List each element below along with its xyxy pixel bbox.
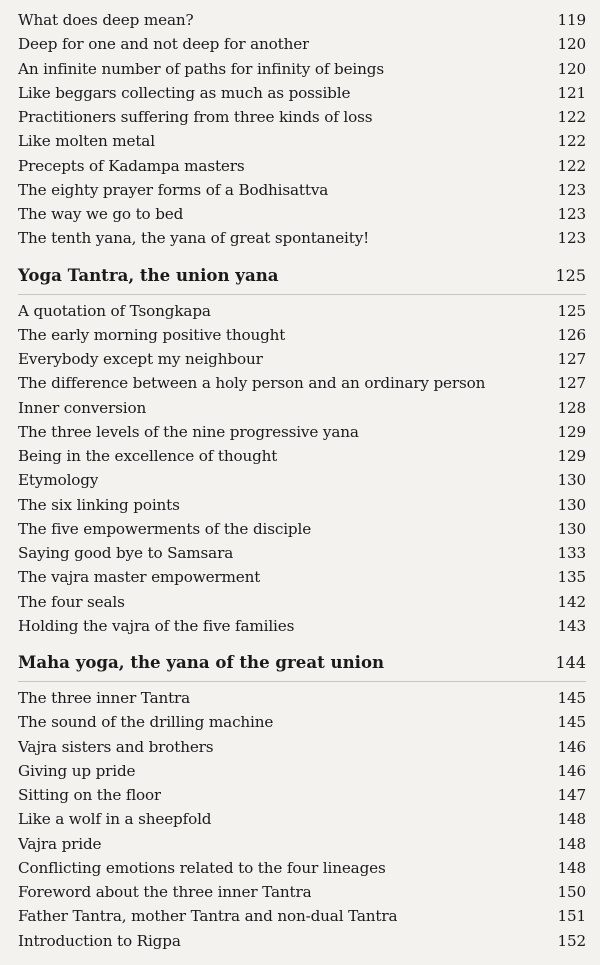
entry-title: A quotation of Tsongkapa (18, 301, 211, 320)
entry-title: The way we go to bed (18, 205, 184, 223)
entry-page: 151 (557, 907, 586, 926)
entry-title: What does deep mean? (18, 11, 194, 29)
entry-title: The five empowerments of the disciple (18, 519, 312, 538)
entry-title: Practitioners suffering from three kinds of loss (18, 108, 373, 126)
entry-page: 120 (557, 35, 586, 54)
entry-page: 120 (557, 59, 586, 78)
entry-title: Like a wolf in a sheepfold (18, 810, 212, 829)
toc-entry[interactable] (18, 299, 586, 323)
toc-entry[interactable] (18, 517, 586, 541)
entry-title: Vajra sisters and brothers (18, 737, 214, 756)
entry-page: 148 (557, 834, 586, 853)
entry-title: The eighty prayer forms of a Bodhisattva (18, 180, 329, 199)
entry-title: Being in the excellence of thought (18, 447, 278, 465)
toc-entry[interactable] (18, 541, 586, 565)
toc-entry[interactable] (18, 129, 586, 153)
entry-page: 129 (557, 447, 586, 465)
toc-section (18, 650, 586, 953)
entry-title: Everybody except my neighbour (18, 350, 263, 368)
toc-entry[interactable] (18, 710, 586, 734)
toc-entry[interactable] (18, 32, 586, 56)
entry-title: The early morning positive thought (18, 325, 286, 344)
entry-title: Inner conversion (18, 398, 147, 417)
heading-page: 144 (555, 653, 586, 672)
toc-entry[interactable] (18, 565, 586, 589)
toc-entry[interactable] (18, 347, 586, 371)
heading-title: Maha yoga, the yana of the great union (18, 652, 385, 672)
entry-title: The tenth yana, the yana of great spontaneity! (18, 229, 370, 248)
entry-page: 135 (557, 568, 586, 587)
entry-page: 152 (557, 931, 586, 950)
entry-page: 129 (557, 422, 586, 441)
entry-page: 126 (557, 325, 586, 344)
entry-page: 145 (557, 713, 586, 732)
entry-page: 142 (557, 592, 586, 611)
entry-title: Introduction to Rigpa (18, 931, 181, 950)
toc-entry[interactable] (18, 614, 586, 638)
entry-page: 130 (557, 495, 586, 514)
entry-title: Like beggars collecting as much as possible (18, 83, 351, 102)
toc-entry[interactable] (18, 444, 586, 468)
toc-entry[interactable] (18, 759, 586, 783)
entry-title: The three levels of the nine progressive yana (18, 422, 359, 441)
heading-title: Yoga Tantra, the union yana (18, 264, 279, 285)
entry-title: Conflicting emotions related to the four lineages (18, 858, 386, 877)
toc-entry[interactable] (18, 154, 586, 178)
toc-entry[interactable] (18, 396, 586, 420)
entry-title: Foreword about the three inner Tantra (18, 883, 312, 901)
toc-entry[interactable] (18, 323, 586, 347)
entry-title: The difference between a holy person and an ordinary person (18, 374, 486, 393)
entry-page: 122 (557, 156, 586, 175)
section-heading[interactable] (18, 263, 586, 288)
toc-entry[interactable] (18, 178, 586, 202)
entry-title: Giving up pride (18, 761, 136, 780)
toc-entry[interactable] (18, 807, 586, 831)
section-heading[interactable] (18, 650, 586, 675)
entry-page: 130 (557, 471, 586, 490)
toc-entry[interactable] (18, 904, 586, 928)
section-spacer (18, 251, 586, 263)
entry-page: 123 (557, 205, 586, 223)
heading-divider (18, 681, 586, 682)
entry-page: 121 (557, 83, 586, 102)
entry-page: 123 (557, 229, 586, 248)
entry-title: The vajra master empowerment (18, 568, 261, 587)
toc-entry[interactable] (18, 81, 586, 105)
section-spacer (18, 638, 586, 650)
entry-page: 125 (557, 301, 586, 320)
entry-title: The six linking points (18, 495, 180, 514)
toc-entry[interactable] (18, 493, 586, 517)
toc-entry[interactable] (18, 105, 586, 129)
entry-title: An infinite number of paths for infinity of beings (18, 59, 384, 78)
entry-title: Like molten metal (18, 132, 155, 151)
entry-page: 145 (557, 689, 586, 707)
entry-page: 122 (557, 132, 586, 151)
entry-page: 148 (557, 810, 586, 829)
toc-entry[interactable] (18, 856, 586, 880)
entry-page: 150 (557, 883, 586, 901)
toc-entry[interactable] (18, 226, 586, 250)
entry-page: 127 (557, 350, 586, 368)
toc-section (18, 8, 586, 251)
entry-title: Sitting on the floor (18, 786, 162, 804)
entry-title: The four seals (18, 592, 125, 611)
toc-entry[interactable] (18, 880, 586, 904)
entry-title: Saying good bye to Samsara (18, 544, 234, 562)
entry-page: 147 (557, 786, 586, 804)
toc-entry[interactable] (18, 202, 586, 226)
toc-entry[interactable] (18, 8, 586, 32)
entry-page: 143 (557, 616, 586, 635)
entry-title: Deep for one and not deep for another (18, 35, 310, 54)
toc-entry[interactable] (18, 832, 586, 856)
toc-entry[interactable] (18, 686, 586, 710)
toc-entry[interactable] (18, 420, 586, 444)
heading-page: 125 (555, 265, 586, 285)
entry-title: Holding the vajra of the five families (18, 616, 295, 635)
entry-title: Vajra pride (18, 834, 102, 853)
entry-page: 146 (557, 761, 586, 780)
entry-title: Etymology (18, 471, 99, 490)
entry-page: 130 (557, 519, 586, 538)
toc-entry[interactable] (18, 371, 586, 395)
toc-entry[interactable] (18, 590, 586, 614)
entry-page: 127 (557, 374, 586, 393)
entry-title: The three inner Tantra (18, 689, 191, 707)
entry-title: The sound of the drilling machine (18, 713, 274, 732)
toc-entry[interactable] (18, 735, 586, 759)
toc-section (18, 263, 586, 639)
entry-page: 148 (557, 858, 586, 877)
entry-title: Father Tantra, mother Tantra and non-dual Tantra (18, 907, 398, 926)
toc-entry[interactable] (18, 783, 586, 807)
entry-page: 119 (557, 11, 586, 29)
entry-title: Precepts of Kadampa masters (18, 156, 245, 175)
entry-page: 133 (557, 544, 586, 562)
heading-divider (18, 294, 586, 295)
entry-page: 146 (557, 737, 586, 756)
entry-page: 123 (557, 180, 586, 199)
toc-entry[interactable] (18, 929, 586, 953)
toc-entry[interactable] (18, 57, 586, 81)
entry-page: 128 (557, 398, 586, 417)
entry-page: 122 (557, 108, 586, 126)
table-of-contents (18, 8, 586, 953)
toc-entry[interactable] (18, 468, 586, 492)
